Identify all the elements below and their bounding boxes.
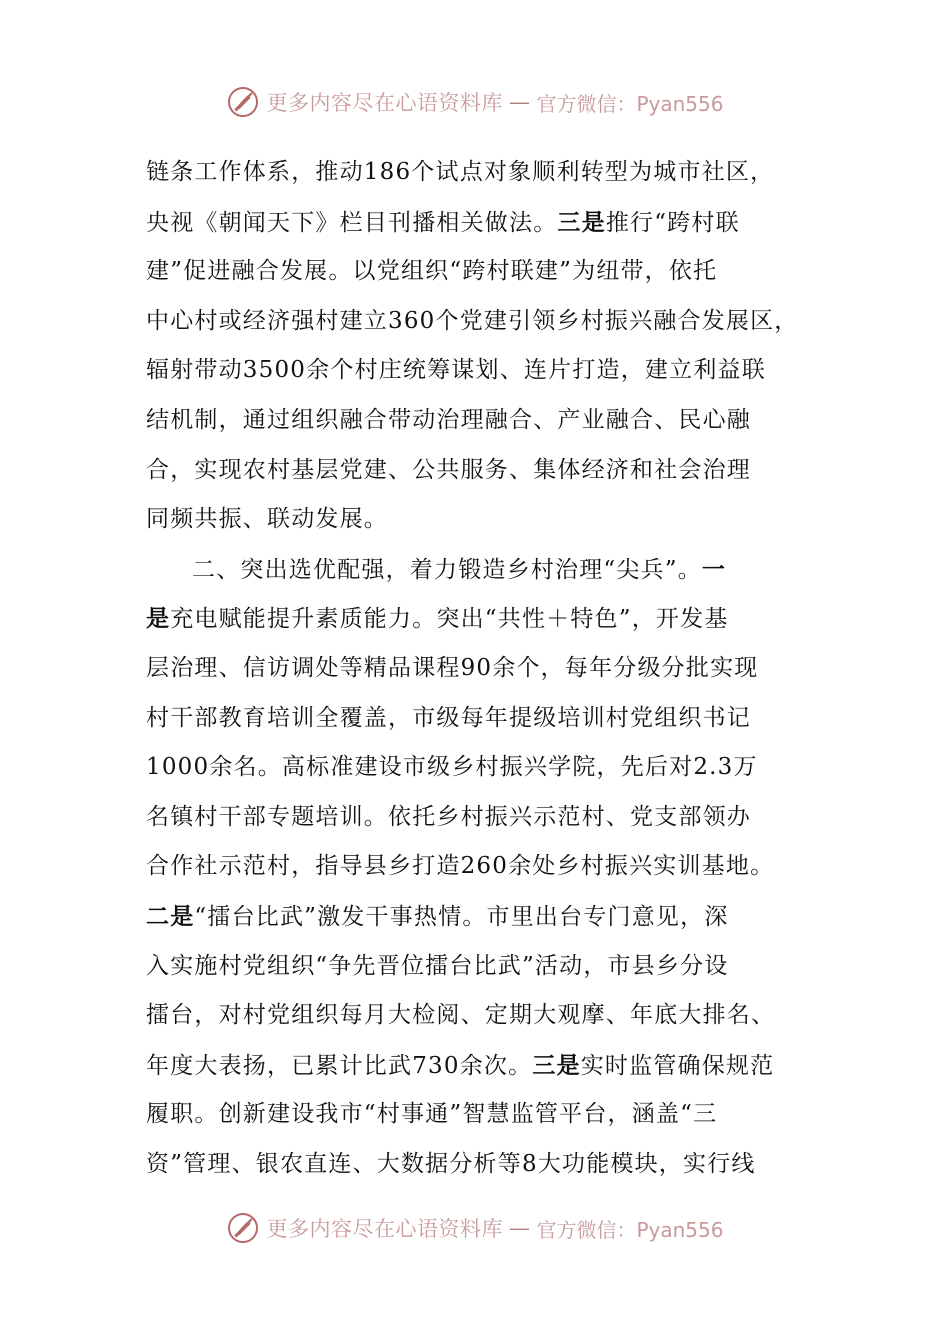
text-line bbox=[146, 594, 826, 644]
bold-lead: 是 bbox=[146, 605, 171, 633]
text-line: 层治理、信访调处等精品课程90余个，每年分级分批实现 bbox=[146, 654, 759, 681]
section-heading: 二、突出选优配强，着力锻造乡村治理“尖兵”。 bbox=[192, 556, 702, 583]
watermark-separator: — bbox=[508, 1216, 531, 1240]
text-line: 链条工作体系，推动186个试点对象顺利转型为城市社区， bbox=[146, 159, 775, 185]
bold-lead: 二是 bbox=[146, 902, 195, 930]
text-line: 中心村或经济强村建立360个党建引领乡村振兴融合发展区， bbox=[146, 307, 799, 334]
quill-logo-icon bbox=[226, 85, 260, 119]
watermark-wechat: 官方微信：Pyan556 bbox=[536, 1217, 724, 1242]
document-body bbox=[146, 148, 826, 1189]
text-line: 同频共振、联动发展。 bbox=[146, 506, 388, 533]
quill-logo-icon bbox=[226, 1211, 260, 1245]
watermark-separator: — bbox=[508, 90, 531, 114]
watermark-banner-bottom bbox=[0, 1208, 950, 1248]
text-line: 入实施村党组织“争先晋位擂台比武”活动，市县乡分设 bbox=[146, 952, 729, 979]
text-line bbox=[146, 545, 826, 595]
text-line: 资”管理、银农直连、大数据分析等8大功能模块，实行线 bbox=[146, 1150, 756, 1177]
watermark-text: 更多内容尽在心语资料库 bbox=[266, 1217, 503, 1241]
text-line: 名镇村干部专题培训。依托乡村振兴示范村、党支部领办 bbox=[146, 803, 751, 830]
text-line: 合，实现农村基层党建、公共服务、集体经济和社会治理 bbox=[146, 456, 751, 483]
watermark-wechat: 官方微信：Pyan556 bbox=[536, 91, 724, 116]
text-line: 履职。创新建设我市“村事通”智慧监管平台，涵盖“三 bbox=[146, 1101, 718, 1128]
text-segment: 年度大表扬，已累计比武730余次。 bbox=[146, 1052, 533, 1079]
text-line: 合作社示范村，指导县乡打造260余处乡村振兴实训基地。 bbox=[146, 853, 775, 880]
watermark-banner-top bbox=[0, 82, 950, 122]
text-segment: 推行“跨村联 bbox=[605, 209, 740, 236]
text-segment: 实时监管确保规范 bbox=[580, 1052, 775, 1079]
text-line: 擂台，对村党组织每月大检阅、定期大观摩、年底大排名、 bbox=[146, 1002, 776, 1029]
text-line bbox=[146, 198, 826, 248]
bold-lead: 一 bbox=[701, 555, 727, 583]
bold-lead: 三是 bbox=[557, 208, 606, 236]
text-line bbox=[146, 1041, 826, 1091]
text-line: 辐射带动3500余个村庄统筹谋划、连片打造，建立利益联 bbox=[146, 357, 766, 384]
text-line: 1000余名。高标准建设市级乡村振兴学院，先后对2.3万 bbox=[146, 754, 758, 781]
text-line: 建”促进融合发展。以党组织“跨村联建”为纽带，依托 bbox=[146, 258, 718, 285]
text-segment: 充电赋能提升素质能力。突出“共性＋特色”，开发基 bbox=[170, 606, 729, 633]
bold-lead: 三是 bbox=[532, 1051, 581, 1079]
text-line: 结机制，通过组织融合带动治理融合、产业融合、民心融 bbox=[146, 406, 751, 433]
text-segment: “擂台比武”激发干事热情。市里出台专门意见，深 bbox=[194, 903, 729, 930]
text-segment: 央视《朝闻天下》栏目刊播相关做法。 bbox=[146, 209, 558, 236]
watermark-text: 更多内容尽在心语资料库 bbox=[266, 91, 503, 115]
text-line: 村干部教育培训全覆盖，市级每年提级培训村党组织书记 bbox=[146, 704, 751, 731]
text-line bbox=[146, 892, 826, 942]
